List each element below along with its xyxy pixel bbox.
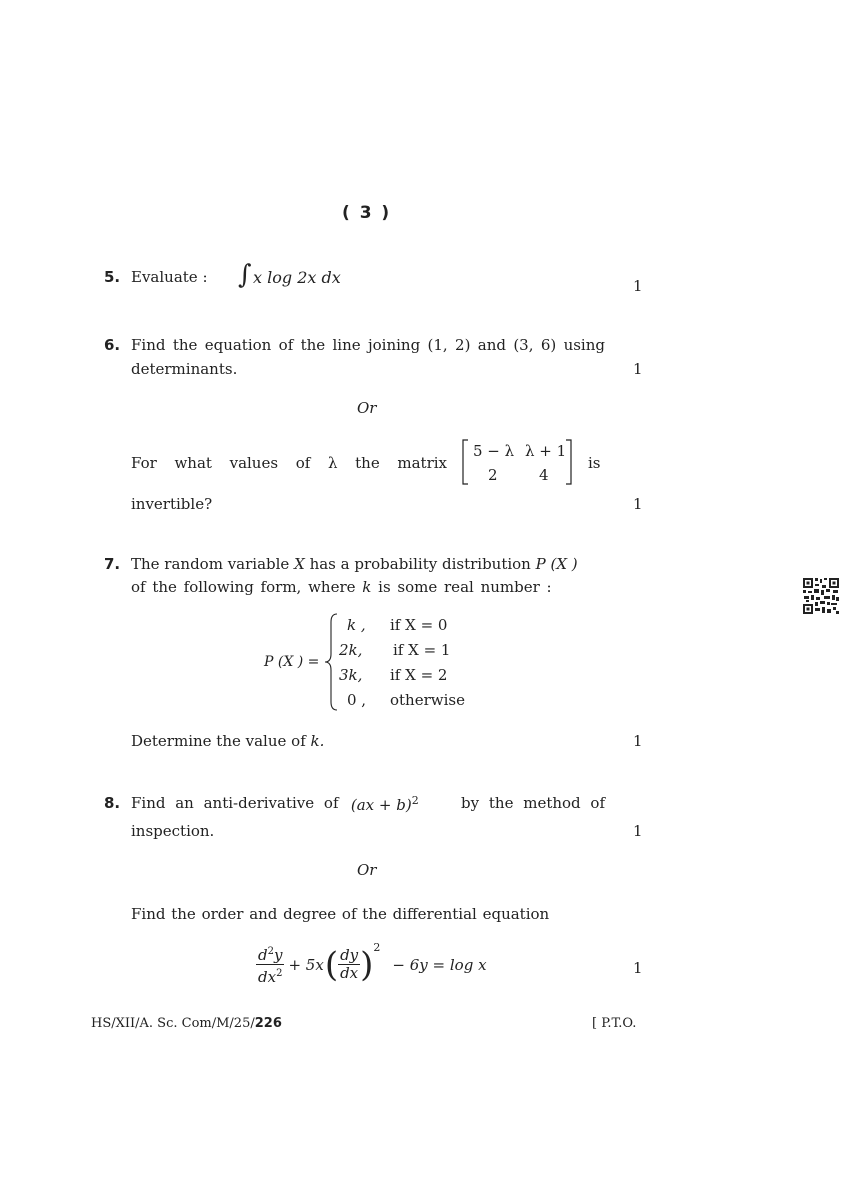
piecewise-brace xyxy=(323,612,339,712)
anti-derivative-expr xyxy=(351,794,419,814)
question-8-line2: inspection. xyxy=(131,822,215,840)
question-7-number: 7. xyxy=(104,555,121,573)
dx-symbol: dx xyxy=(258,968,277,986)
matrix-cell-21: 2 xyxy=(488,466,498,484)
case-4-value: 0 , xyxy=(347,691,367,709)
case-1-value: k , xyxy=(347,616,366,634)
question-5-text: Evaluate : xyxy=(131,268,208,286)
piecewise-lhs-text: P (X ) = xyxy=(264,654,320,670)
matrix xyxy=(461,439,573,485)
question-6-alt-line2: invertible? xyxy=(131,495,213,513)
question-8-number: 8. xyxy=(104,794,121,812)
question-7-determine-text: Determine the value of xyxy=(131,732,306,750)
case-4-condition: otherwise xyxy=(390,691,465,709)
paper-code xyxy=(91,1016,282,1031)
question-7-line2 xyxy=(131,578,552,596)
page-number: ( 3 ) xyxy=(342,203,392,223)
question-7-line2-b: is some real number : xyxy=(378,578,552,596)
question-6-or: Or xyxy=(357,399,377,417)
second-derivative-fraction xyxy=(256,943,284,986)
piecewise-lhs xyxy=(264,654,319,670)
case-1-condition: if X = 0 xyxy=(390,616,448,634)
first-derivative-fraction xyxy=(338,947,360,982)
matrix-cell-11: 5 − λ xyxy=(473,442,515,460)
question-8-line1-a: Find an anti-derivative of xyxy=(131,794,339,812)
question-6-alt-is: is xyxy=(588,454,601,472)
question-8-marks: 1 xyxy=(633,822,643,840)
qr-code-icon xyxy=(802,577,840,615)
first-derivative-numerator: dy xyxy=(340,946,359,964)
question-6-alt-text: For what values of λ the matrix xyxy=(131,454,447,472)
case-3-condition: if X = 2 xyxy=(390,666,448,684)
question-6-line1: Find the equation of the line joining (1, 2) and (3, 6) using xyxy=(131,336,605,354)
question-6-line2: determinants. xyxy=(131,360,238,378)
question-7-determine-k: k. xyxy=(310,732,325,750)
right-paren: ) xyxy=(360,944,374,985)
d-symbol: d xyxy=(258,946,268,964)
question-8-line1 xyxy=(131,794,605,814)
question-8-alt-text: Find the order and degree of the differential equation xyxy=(131,905,550,923)
question-5-number: 5. xyxy=(104,268,121,286)
anti-derivative-base: (ax + b) xyxy=(350,796,412,814)
plus-5x: + 5x xyxy=(288,955,324,974)
anti-derivative-exponent: 2 xyxy=(411,794,419,807)
matrix-cell-22: 4 xyxy=(539,466,549,484)
question-6-number: 6. xyxy=(104,336,121,354)
question-8-or: Or xyxy=(357,861,377,879)
case-3-value: 3k, xyxy=(339,666,363,684)
dx-exponent: 2 xyxy=(276,968,283,979)
paper-code-number: 226 xyxy=(254,1016,282,1031)
question-7-line1-b: has a probability distribution xyxy=(309,555,531,573)
second-derivative-denominator xyxy=(256,965,284,986)
question-7-marks: 1 xyxy=(633,732,643,750)
question-8-line1-b: by the method of xyxy=(461,794,605,812)
case-2-condition: if X = 1 xyxy=(393,641,451,659)
case-2-value: 2k, xyxy=(339,641,363,659)
question-7-line1-a: The random variable xyxy=(131,555,290,573)
y-symbol: y xyxy=(273,946,283,964)
variable-k: k xyxy=(362,578,372,596)
please-turn-over: [ P.T.O. xyxy=(592,1016,637,1031)
variable-x: X xyxy=(294,555,305,573)
question-7-determine xyxy=(131,732,324,750)
question-5-integrand: x log 2x dx xyxy=(253,268,341,287)
question-7-line1 xyxy=(131,555,578,573)
d-exponent: 2 xyxy=(267,946,274,957)
equation-rest: − 6y = log x xyxy=(392,955,487,974)
probability-function: P (X ) xyxy=(535,555,578,573)
second-derivative-numerator xyxy=(256,943,284,965)
paren-exponent: 2 xyxy=(373,941,381,954)
question-5-marks: 1 xyxy=(633,277,643,295)
left-paren: ( xyxy=(324,944,339,985)
paper-code-prefix: HS/XII/A. Sc. Com/M/25/ xyxy=(91,1016,255,1031)
question-6-marks: 1 xyxy=(633,360,643,378)
question-6-alt-marks: 1 xyxy=(633,495,643,513)
integral-sign: ∫ xyxy=(238,260,252,290)
question-7-line2-a: of the following form, where xyxy=(131,578,356,596)
first-derivative-denominator: dx xyxy=(340,964,359,982)
matrix-cell-12: λ + 1 xyxy=(525,442,567,460)
question-8-alt-marks: 1 xyxy=(633,959,643,977)
differential-equation xyxy=(256,943,487,986)
